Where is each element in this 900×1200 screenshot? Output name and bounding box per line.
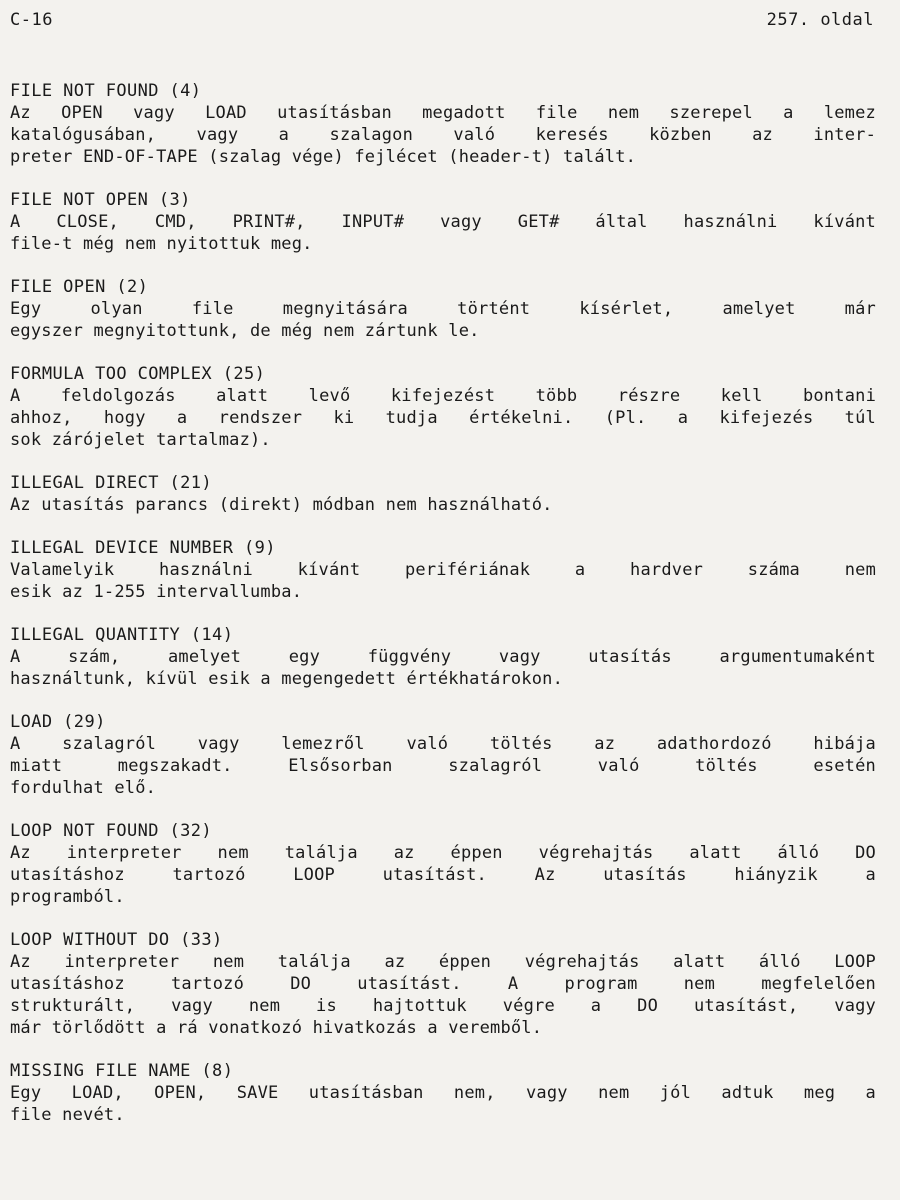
error-title: FILE NOT FOUND (4) xyxy=(10,81,202,101)
error-description xyxy=(10,211,876,255)
error-entry xyxy=(10,624,876,690)
error-entry xyxy=(10,363,876,451)
page-header xyxy=(10,10,874,30)
description-line: Egy LOAD, OPEN, SAVE utasításban nem, vagy nem jól adtuk meg a xyxy=(10,1083,876,1103)
description-line: Az interpreter nem találja az éppen végrehajtás alatt álló LOOP xyxy=(10,952,876,972)
error-description xyxy=(10,559,876,603)
description-line: A feldolgozás alatt levő kifejezést több részre kell bontani xyxy=(10,386,876,406)
description-line: file nevét. xyxy=(10,1105,125,1125)
error-entry xyxy=(10,472,876,516)
description-line: utasításhoz tartozó DO utasítást. A program nem megfelelően xyxy=(10,974,876,994)
error-description xyxy=(10,733,876,799)
description-line: ahhoz, hogy a rendszer ki tudja értékelni. (Pl. a kifejezés túl xyxy=(10,408,876,428)
error-title: LOOP NOT FOUND (32) xyxy=(10,821,213,841)
description-line: file-t még nem nyitottuk meg. xyxy=(10,234,313,254)
description-line: programból. xyxy=(10,887,125,907)
error-entry xyxy=(10,1060,876,1126)
section-code: C-16 xyxy=(10,10,53,30)
description-line: utasításhoz tartozó LOOP utasítást. Az utasítás hiányzik a xyxy=(10,865,876,885)
description-line: A CLOSE, CMD, PRINT#, INPUT# vagy GET# által használni kívánt xyxy=(10,212,876,232)
error-description xyxy=(10,842,876,908)
error-entry xyxy=(10,276,876,342)
error-title: LOAD (29) xyxy=(10,712,106,732)
error-title: LOOP WITHOUT DO (33) xyxy=(10,930,223,950)
error-message-list xyxy=(10,80,876,1147)
description-line: Az utasítás parancs (direkt) módban nem használható. xyxy=(10,495,553,515)
error-description xyxy=(10,494,876,516)
error-description xyxy=(10,298,876,342)
error-title: ILLEGAL QUANTITY (14) xyxy=(10,625,234,645)
error-description xyxy=(10,102,876,168)
description-line: preter END-OF-TAPE (szalag vége) fejlécet (header-t) talált. xyxy=(10,147,637,167)
page-number: 257. oldal xyxy=(766,10,874,30)
description-line: miatt megszakadt. Elsősorban szalagról való töltés esetén xyxy=(10,756,876,776)
error-title: ILLEGAL DIRECT (21) xyxy=(10,473,213,493)
description-line: A szám, amelyet egy függvény vagy utasítás argumentumaként xyxy=(10,647,876,667)
error-description xyxy=(10,951,876,1039)
error-title: FORMULA TOO COMPLEX (25) xyxy=(10,364,266,384)
error-title: FILE NOT OPEN (3) xyxy=(10,190,191,210)
description-line: Valamelyik használni kívánt perifériának a hardver száma nem xyxy=(10,560,876,580)
description-line: Az interpreter nem találja az éppen végrehajtás alatt álló DO xyxy=(10,843,876,863)
error-entry xyxy=(10,820,876,908)
description-line: Egy olyan file megnyitására történt kísérlet, amelyet már xyxy=(10,299,876,319)
error-description xyxy=(10,1082,876,1126)
description-line: esik az 1-255 intervallumba. xyxy=(10,582,303,602)
error-title: FILE OPEN (2) xyxy=(10,277,149,297)
error-entry xyxy=(10,80,876,168)
error-description xyxy=(10,385,876,451)
description-line: strukturált, vagy nem is hajtottuk végre a DO utasítást, vagy xyxy=(10,996,876,1016)
description-line: fordulhat elő. xyxy=(10,778,157,798)
error-title: MISSING FILE NAME (8) xyxy=(10,1061,234,1081)
description-line: katalógusában, vagy a szalagon való keresés közben az inter- xyxy=(10,125,876,145)
description-line: egyszer megnyitottunk, de még nem zártunk le. xyxy=(10,321,480,341)
description-line: már törlődött a rá vonatkozó hivatkozás a veremből. xyxy=(10,1018,543,1038)
description-line: sok zárójelet tartalmaz). xyxy=(10,430,271,450)
error-entry xyxy=(10,189,876,255)
error-title: ILLEGAL DEVICE NUMBER (9) xyxy=(10,538,276,558)
error-description xyxy=(10,646,876,690)
error-entry xyxy=(10,711,876,799)
description-line: használtunk, kívül esik a megengedett értékhatárokon. xyxy=(10,669,564,689)
description-line: Az OPEN vagy LOAD utasításban megadott file nem szerepel a lemez xyxy=(10,103,876,123)
description-line: A szalagról vagy lemezről való töltés az adathordozó hibája xyxy=(10,734,876,754)
error-entry xyxy=(10,537,876,603)
error-entry xyxy=(10,929,876,1039)
